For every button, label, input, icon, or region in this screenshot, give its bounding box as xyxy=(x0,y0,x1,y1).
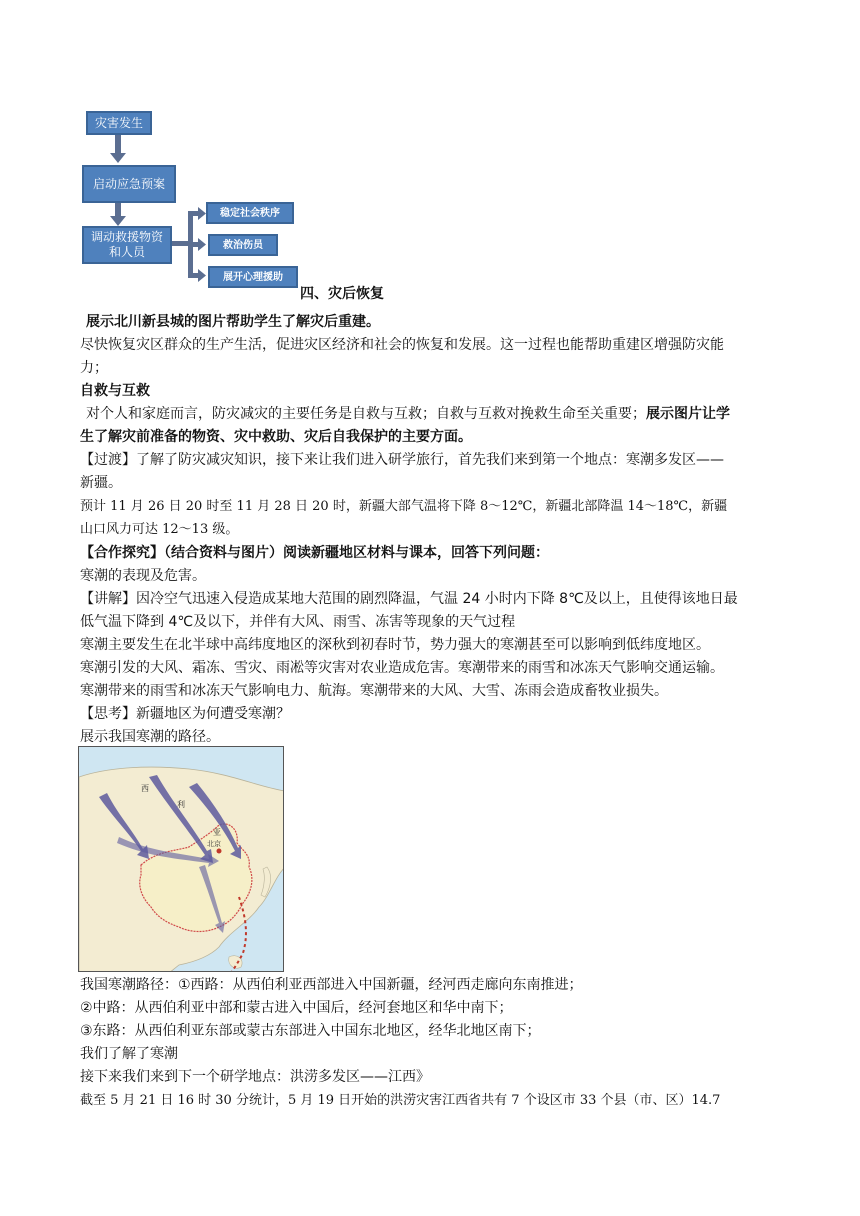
map-graphic xyxy=(79,747,284,972)
flow-step-mobilize-line2: 和人员 xyxy=(108,245,145,259)
text-line-3: 力； xyxy=(80,360,108,376)
map-label-xi: 西 xyxy=(141,784,149,793)
text-line-16: 寒潮引发的大风、霜冻、雪灾、雨凇等灾害对农业造成危害。寒潮带来的雨雪和冰冻天气影响交通运输。 xyxy=(80,660,724,676)
text-line-5a: 对个人和家庭而言，防灾减灾的主要任务是自救与互救；自救与互救对挽救生命至关重要； xyxy=(86,406,646,422)
text-line-20: 我国寒潮路径：①西路：从西伯利亚西部进入中国新疆，经河西走廊向东南推进； xyxy=(80,977,583,993)
text-line-24: 接下来我们来到下一个研学地点：洪涝多发区——江西》 xyxy=(80,1069,430,1085)
arrow-down-1 xyxy=(115,135,121,153)
flow-branch-psych-aid: 展开心理援助 xyxy=(208,266,298,288)
flow-branch-treat-wounded: 救治伤员 xyxy=(208,234,278,256)
text-line-6: 生了解灾前准备的物资、灾中救助、灾后自我保护的主要方面。 xyxy=(80,429,472,445)
flow-branch-social-order: 稳定社会秩序 xyxy=(206,202,294,224)
text-line-2: 尽快恢复灾区群众的生产生活，促进灾区经济和社会的恢复和发展。这一过程也能帮助重建区增强防灾能 xyxy=(80,337,724,353)
text-line-11a: 【合作探究】 xyxy=(80,545,164,561)
text-line-25: 截至 5 月 21 日 16 时 30 分统计，5 月 19 日开始的洪涝灾害江西省共有 7 个设区市 33 个县（市、区）14.7 xyxy=(80,1093,721,1108)
flow-step-emergency-plan: 启动应急预案 xyxy=(82,165,176,203)
map-label-beijing: 北京 xyxy=(207,840,221,848)
flow-step-mobilize-line1: 调动救援物资 xyxy=(90,230,163,244)
text-line-11 xyxy=(80,543,549,563)
flow-step-mobilize xyxy=(82,226,172,264)
text-line-23: 我们了解了寒潮 xyxy=(80,1046,178,1062)
text-line-21: ②中路：从西伯利亚中部和蒙古进入中国后，经河套地区和华中南下； xyxy=(80,1000,513,1016)
text-line-17: 寒潮带来的雨雪和冰冻天气影响电力、航海。寒潮带来的大风、大雪、冻雨会造成畜牧业损失。 xyxy=(80,683,668,699)
text-line-19: 展示我国寒潮的路径。 xyxy=(80,729,220,745)
text-line-7: 【过渡】了解了防灾减灾知识，接下来让我们进入研学旅行，首先我们来到第一个地点：寒潮多发区—— xyxy=(80,452,724,468)
heading-self-rescue: 自救与互救 xyxy=(80,383,150,399)
text-line-5 xyxy=(86,404,730,424)
text-line-18: 【思考】新疆地区为何遭受寒潮？ xyxy=(80,706,290,722)
text-line-10: 山口风力可达 12～13 级。 xyxy=(80,522,239,537)
text-line-14: 低气温下降到 4℃及以下，并伴有大风、雨雪、冻害等现象的天气过程 xyxy=(80,614,516,630)
map-label-ya: 亚 xyxy=(213,828,221,837)
text-line-11b: （结合资料与图片）阅读新疆地区材料与课本，回答下列问题： xyxy=(164,545,549,561)
disaster-response-flowchart xyxy=(80,108,310,298)
text-line-8: 新疆。 xyxy=(80,475,122,491)
arrow-down-2 xyxy=(115,202,121,217)
map-label-li: 利 xyxy=(177,800,185,809)
text-line-12: 寒潮的表现及危害。 xyxy=(80,568,206,584)
text-line-15: 寒潮主要发生在北半球中高纬度地区的深秋到初春时节，势力强大的寒潮甚至可以影响到低纬度地区。 xyxy=(80,637,710,653)
cold-wave-route-map xyxy=(78,746,284,972)
text-line-22: ③东路：从西伯利亚东部或蒙古东部进入中国东北地区，经华北地区南下； xyxy=(80,1023,541,1039)
text-line-9: 预计 11 月 26 日 20 时至 11 月 28 日 20 时，新疆大部气温将下降 8～12℃，新疆北部降温 14～18℃，新疆 xyxy=(80,499,728,514)
beijing-marker xyxy=(217,849,222,854)
text-line-13: 【讲解】因冷空气迅速入侵造成某地大范围的剧烈降温，气温 24 小时内下降 8℃及以上，且使得该地日最 xyxy=(80,591,738,607)
section-title-recovery: 四、灾后恢复 xyxy=(300,286,384,302)
text-line-5b: 展示图片让学 xyxy=(646,406,730,422)
flow-step-disaster: 灾害发生 xyxy=(86,111,152,135)
text-line-1: 展示北川新县城的图片帮助学生了解灾后重建。 xyxy=(86,314,380,330)
